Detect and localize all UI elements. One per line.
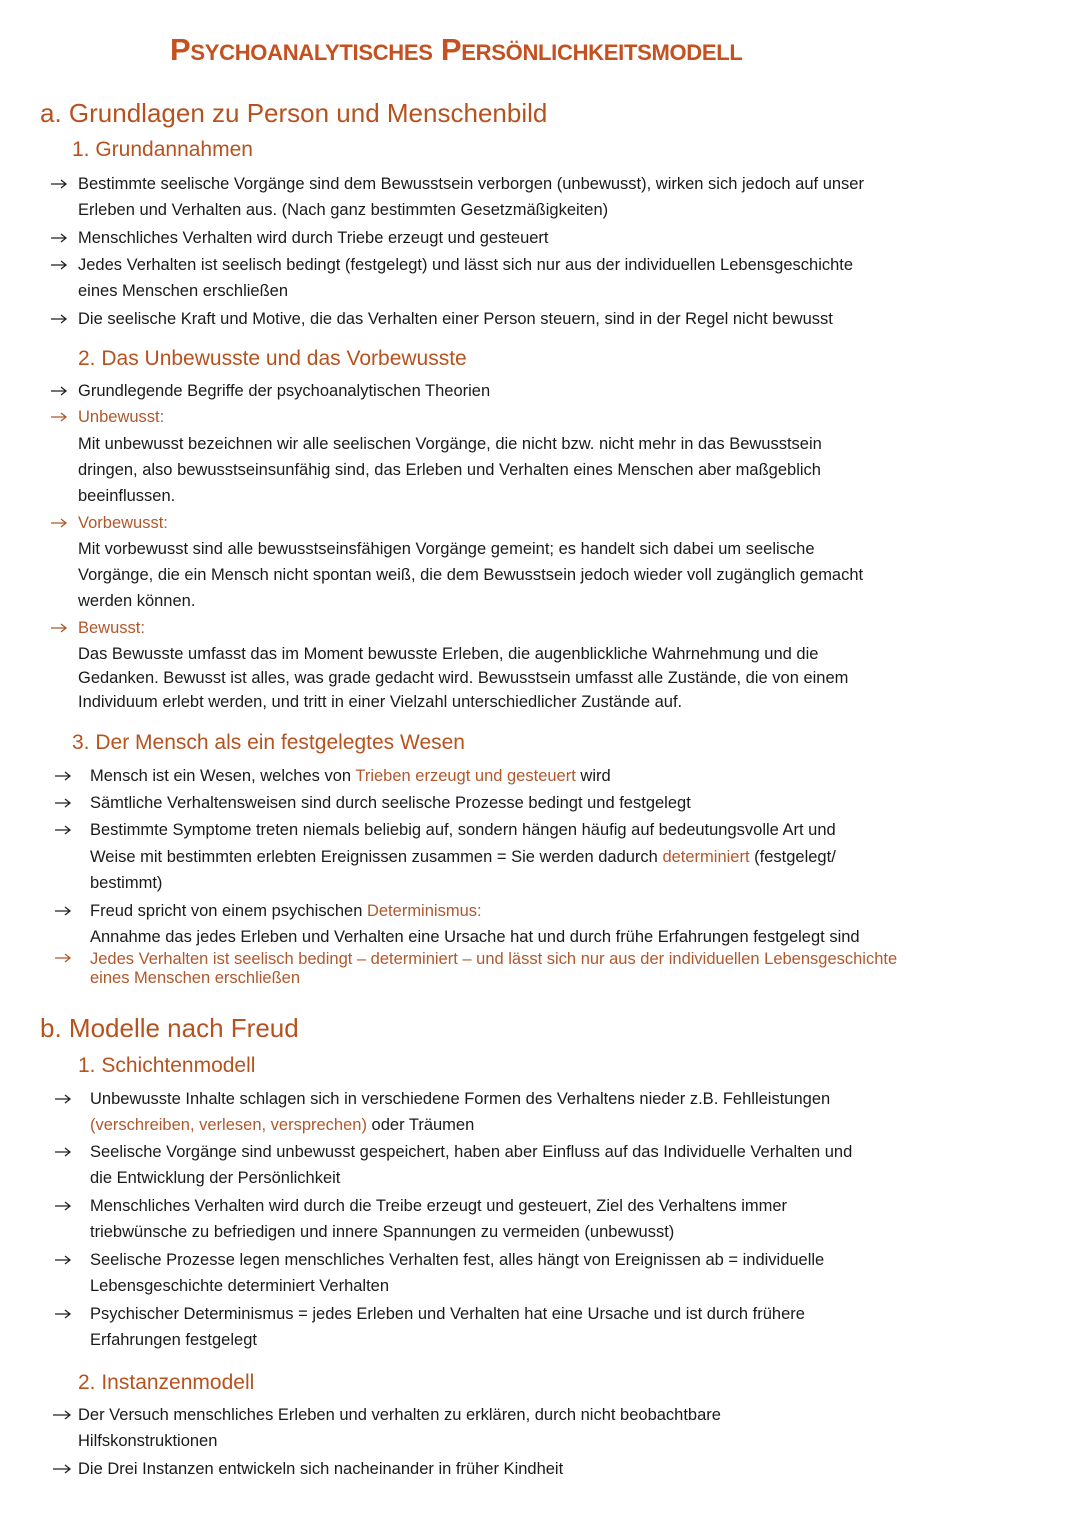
arrow-right-icon xyxy=(52,1456,72,1482)
list-item: die Entwicklung der Persönlichkeit xyxy=(90,1169,341,1187)
highlight-text: Determinismus: xyxy=(366,902,482,920)
list-item: Der Versuch menschliches Erleben und verhalten zu erklären, durch nicht beobachtbare xyxy=(78,1406,721,1424)
arrow-right-icon xyxy=(50,404,70,430)
list-item: Jedes Verhalten ist seelisch bedingt (festgelegt) und lässt sich nur aus der individuellen Lebensgeschichte xyxy=(78,256,854,274)
arrow-right-icon xyxy=(50,615,70,641)
list-item: bestimmt) xyxy=(90,874,163,892)
list-item: eines Menschen erschließen xyxy=(90,969,301,987)
list-item xyxy=(90,898,482,924)
definition-line: werden können. xyxy=(78,592,196,610)
arrow-right-icon xyxy=(54,898,74,924)
arrow-right-icon xyxy=(54,763,74,789)
section-a-heading: a. Grundlagen zu Person und Menschenbild xyxy=(40,98,548,128)
heading-grundannahmen: 1. Grundannahmen xyxy=(72,138,253,161)
term-vorbewusst-label: Vorbewusst: xyxy=(78,514,168,532)
list-item: Jedes Verhalten ist seelisch bedingt – determiniert – und lässt sich nur aus der individuellen Lebensgeschichte xyxy=(90,950,898,968)
arrow-right-icon xyxy=(54,1193,74,1219)
definition-line: Individuum erlebt werden, und tritt in einer Vielzahl unterschiedlicher Zustände auf. xyxy=(78,693,683,711)
definition-line: Gedanken. Bewusst ist alles, was grade gedacht wird. Bewusstsein umfasst alle Zustände, die von einem xyxy=(78,669,849,687)
text-segment: (festgelegt/ xyxy=(749,848,836,866)
list-item: triebwünsche zu befriedigen und innere Spannungen zu vermeiden (unbewusst) xyxy=(90,1223,675,1241)
list-item: Sämtliche Verhaltensweisen sind durch seelische Prozesse bedingt und festgelegt xyxy=(90,794,691,812)
list-item: Annahme das jedes Erleben und Verhalten eine Ursache hat und durch frühe Erfahrungen festgelegt sind xyxy=(90,928,860,946)
list-item: eines Menschen erschließen xyxy=(78,282,289,300)
text-segment: oder Träumen xyxy=(366,1116,475,1134)
arrow-right-icon xyxy=(50,252,70,278)
arrow-right-icon xyxy=(50,225,70,251)
highlight-text: Trieben erzeugt und gesteuert xyxy=(355,767,576,785)
arrow-right-icon xyxy=(52,1402,72,1428)
list-item: Seelische Vorgänge sind unbewusst gespeichert, haben aber Einfluss auf das Individuelle Verhalten und xyxy=(90,1143,853,1161)
definition-line: Mit unbewusst bezeichnen wir alle seelischen Vorgänge, die nicht bzw. nicht mehr in das Bewusstsein xyxy=(78,435,822,453)
list-item: Bestimmte Symptome treten niemals beliebig auf, sondern hängen häufig auf bedeutungsvolle Art und xyxy=(90,821,836,839)
list-item: Lebensgeschichte determiniert Verhalten xyxy=(90,1277,390,1295)
list-item: Seelische Prozesse legen menschliches Verhalten fest, alles hängt von Ereignissen ab = individuelle xyxy=(90,1251,825,1269)
heading-schichtenmodell: 1. Schichtenmodell xyxy=(78,1054,256,1077)
list-item: Menschliches Verhalten wird durch Triebe erzeugt und gesteuert xyxy=(78,229,549,247)
list-item: Erfahrungen festgelegt xyxy=(90,1331,257,1349)
arrow-right-icon xyxy=(54,945,74,971)
highlight-text: determiniert xyxy=(662,848,750,866)
arrow-right-icon xyxy=(54,1301,74,1327)
arrow-right-icon xyxy=(54,1139,74,1165)
list-item: Hilfskonstruktionen xyxy=(78,1432,218,1450)
heading-festgelegtes-wesen: 3. Der Mensch als ein festgelegtes Wesen xyxy=(72,731,465,754)
text-segment: Weise mit bestimmten erlebten Ereignissen zusammen = Sie werden dadurch xyxy=(90,848,663,866)
definition-line: beeinflussen. xyxy=(78,487,176,505)
arrow-right-icon xyxy=(54,790,74,816)
text-segment: Freud spricht von einem psychischen xyxy=(90,902,367,920)
list-item: Menschliches Verhalten wird durch die Treibe erzeugt und gesteuert, Ziel des Verhaltens immer xyxy=(90,1197,788,1215)
text-segment: wird xyxy=(575,767,611,785)
arrow-right-icon xyxy=(50,378,70,404)
list-item: Erleben und Verhalten aus. (Nach ganz bestimmten Gesetzmäßigkeiten) xyxy=(78,201,609,219)
arrow-right-icon xyxy=(50,171,70,197)
list-item xyxy=(90,1112,474,1138)
list-item xyxy=(90,763,611,789)
section-b-heading: b. Modelle nach Freud xyxy=(40,1013,299,1043)
definition-line: Das Bewusste umfasst das im Moment bewusste Erleben, die augenblickliche Wahrnehmung und die xyxy=(78,645,819,663)
heading-instanzenmodell: 2. Instanzenmodell xyxy=(78,1371,255,1394)
arrow-right-icon xyxy=(54,1086,74,1112)
list-item xyxy=(90,844,836,870)
definition-line: dringen, also bewusstseinsunfähig sind, das Erleben und Verhalten eines Menschen aber maßgeblich xyxy=(78,461,821,479)
heading-unbewusste-vorbewusste: 2. Das Unbewusste und das Vorbewusste xyxy=(78,347,467,370)
list-item: Die seelische Kraft und Motive, die das Verhalten einer Person steuern, sind in der Regel nicht bewusst xyxy=(78,310,833,328)
arrow-right-icon xyxy=(54,1247,74,1273)
definition-line: Mit vorbewusst sind alle bewusstseinsfähigen Vorgänge gemeint; es handelt sich dabei um seelische xyxy=(78,540,815,558)
list-item: Psychischer Determinismus = jedes Erleben und Verhalten hat eine Ursache und ist durch frühere xyxy=(90,1305,805,1323)
page-title: Psychoanalytisches Persönlichkeitsmodell xyxy=(170,32,743,67)
arrow-right-icon xyxy=(54,817,74,843)
list-item: Unbewusste Inhalte schlagen sich in verschiedene Formen des Verhaltens nieder z.B. Fehlleistungen xyxy=(90,1090,831,1108)
list-item: Die Drei Instanzen entwickeln sich nacheinander in früher Kindheit xyxy=(78,1460,564,1478)
arrow-right-icon xyxy=(50,306,70,332)
term-bewusst-label: Bewusst: xyxy=(78,619,145,637)
arrow-right-icon xyxy=(50,510,70,536)
definition-line: Vorgänge, die ein Mensch nicht spontan weiß, die dem Bewusstsein jedoch wieder voll zugänglich gemacht xyxy=(78,566,864,584)
highlight-text: (verschreiben, verlesen, versprechen) xyxy=(90,1116,367,1134)
list-item: Bestimmte seelische Vorgänge sind dem Bewusstsein verborgen (unbewusst), wirken sich jedoch auf unser xyxy=(78,175,864,193)
text-segment: Mensch ist ein Wesen, welches von xyxy=(90,767,356,785)
term-unbewusst-label: Unbewusst: xyxy=(78,408,165,426)
list-item: Grundlegende Begriffe der psychoanalytischen Theorien xyxy=(78,382,491,400)
